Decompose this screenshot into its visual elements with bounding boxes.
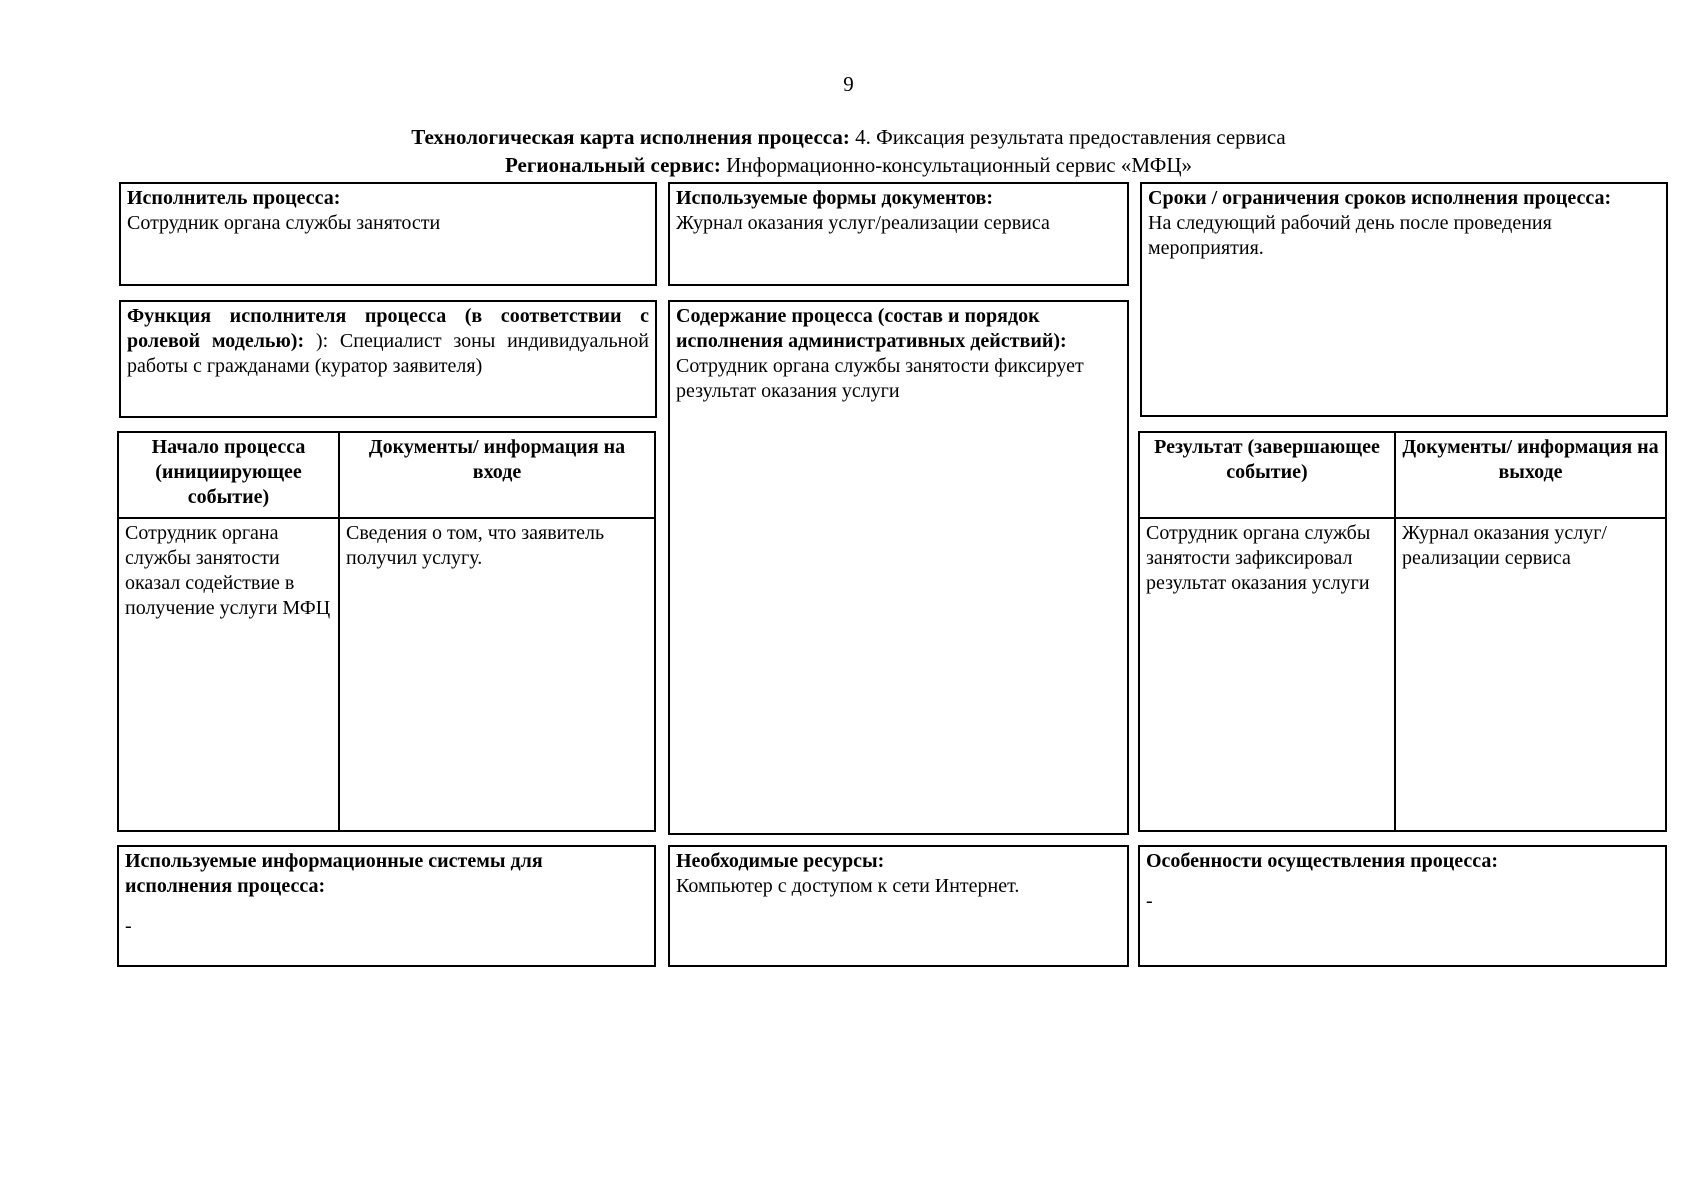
function-box — [119, 300, 657, 418]
result-col2-header: Документы/ информация на выходе — [1402, 436, 1659, 483]
start-col2-value: Сведения о том, что заявитель получил услугу. — [346, 522, 605, 569]
doc-subtitle — [0, 153, 1697, 178]
doc-subtitle-label: Региональный сервис: — [504, 153, 721, 177]
result-col1-value: Сотрудник органа службы занятости зафиксировал результат оказания услуги — [1146, 522, 1371, 594]
content-value: Сотрудник органа службы занятости фиксирует результат оказания услуги — [676, 355, 1084, 402]
start-col1-value: Сотрудник органа службы занятости оказал содействие в получение услуги МФЦ — [125, 522, 331, 619]
features-value: - — [1146, 890, 1153, 912]
info-systems-value: - — [125, 915, 132, 937]
doc-title-label: Технологическая карта исполнения процесса: — [411, 125, 850, 149]
deadlines-label: Сроки / ограничения сроков исполнения процесса: — [1148, 187, 1612, 209]
resources-box — [668, 845, 1129, 967]
deadlines-box — [1140, 182, 1668, 417]
info-systems-label: Используемые информационные системы для исполнения процесса: — [125, 850, 543, 897]
forms-value: Журнал оказания услуг/реализации сервиса — [676, 212, 1050, 234]
deadlines-value: На следующий рабочий день после проведения мероприятия. — [1148, 212, 1552, 259]
resources-label: Необходимые ресурсы: — [676, 850, 885, 872]
resources-value: Компьютер с доступом к сети Интернет. — [676, 875, 1020, 897]
function-label: Функция исполнителя процесса (в соответствии с ролевой моделью): — [127, 305, 649, 352]
start-col1-header: Начало процесса (инициирующее событие) — [151, 436, 306, 508]
function-value: ): Специалист зоны индивидуальной работы с гражданами (куратор заявителя) — [127, 330, 649, 377]
forms-label: Используемые формы документов: — [676, 187, 994, 209]
executor-label: Исполнитель процесса: — [127, 187, 341, 209]
start-table — [117, 431, 656, 832]
doc-title-value: 4. Фиксация результата предоставления сервиса — [849, 125, 1286, 149]
content-label: Содержание процесса (состав и порядок исполнения административных действий): — [676, 305, 1067, 352]
executor-value: Сотрудник органа службы занятости — [127, 212, 441, 234]
content-box — [668, 300, 1129, 835]
result-col1-header: Результат (завершающее событие) — [1154, 436, 1380, 483]
result-col2-value: Журнал оказания услуг/реализации сервиса — [1402, 522, 1607, 569]
executor-box — [119, 182, 657, 286]
start-col2-header: Документы/ информация на входе — [368, 436, 626, 483]
forms-box — [668, 182, 1129, 286]
doc-subtitle-value: Информационно-консультационный сервис «МФЦ» — [720, 153, 1193, 177]
result-table — [1138, 431, 1667, 832]
info-systems-box — [117, 845, 656, 967]
features-label: Особенности осуществления процесса: — [1146, 850, 1499, 872]
page-number: 9 — [843, 72, 854, 96]
doc-title — [0, 125, 1697, 150]
features-box — [1138, 845, 1667, 967]
